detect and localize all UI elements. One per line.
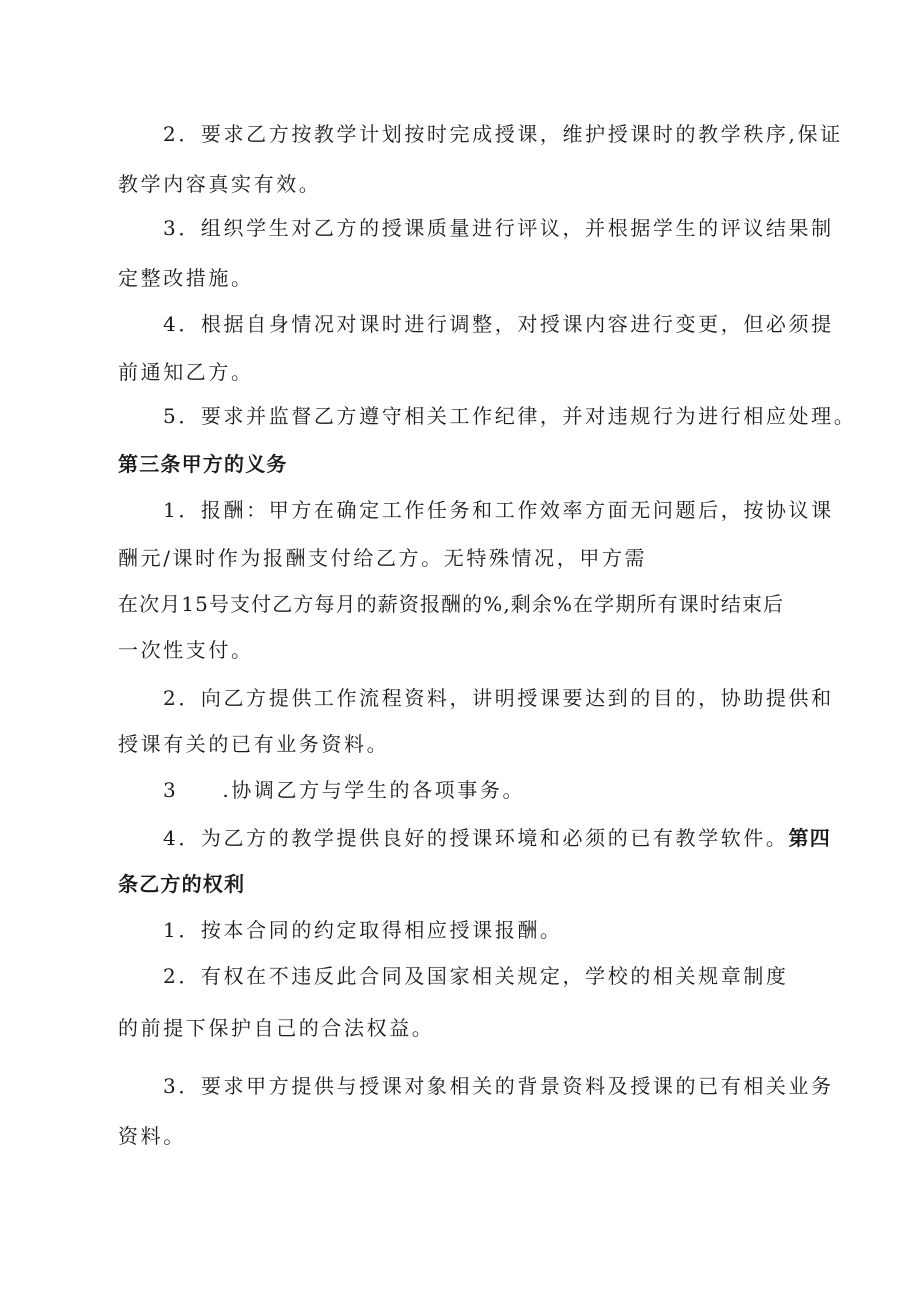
list-text: 4．为乙方的教学提供良好的授课环境和必须的已有教学软件。 (163, 826, 789, 850)
text-line: 定整改措施。 (118, 266, 254, 290)
text-line: 一次性支付。 (118, 638, 254, 662)
text-line (163, 824, 831, 852)
text-line: 教学内容真实有效。 (118, 172, 322, 196)
section-heading-part: 第四 (788, 826, 831, 850)
text-line: 4．根据自身情况对课时进行调整，对授课内容进行变更，但必须提 (163, 312, 834, 336)
list-number: 3 (163, 778, 179, 802)
section-heading: 条乙方的权利 (118, 872, 246, 896)
text-line: 授课有关的已有业务资料。 (118, 732, 390, 756)
text-line: 1．报酬：甲方在确定工作任务和工作效率方面无问题后，按协议课 (163, 498, 834, 522)
text-line: 2．要求乙方按教学计划按时完成授课，维护授课时的教学秩序,保证 (163, 122, 843, 146)
text-line: 的前提下保护自己的合法权益。 (118, 1016, 435, 1040)
text-line: 2．有权在不违反此合同及国家相关规定，学校的相关规章制度 (163, 964, 789, 988)
list-text: .协调乙方与学生的各项事务。 (222, 778, 526, 802)
text-line: 3．要求甲方提供与授课对象相关的背景资料及授课的已有相关业务 (163, 1074, 834, 1098)
text-line: 1．按本合同的约定取得相应授课报酬。 (163, 918, 563, 942)
section-heading: 第三条甲方的义务 (118, 452, 288, 476)
text-line: 酬元/课时作为报酬支付给乙方。无特殊情况，甲方需 (118, 546, 648, 570)
text-line: 资料。 (118, 1124, 186, 1148)
text-line: 5．要求并监督乙方遵守相关工作纪律，并对违规行为进行相应处理。 (163, 404, 857, 428)
text-line: 在次月15号支付乙方每月的薪资报酬的%,剩余%在学期所有课时结束后 (118, 592, 785, 616)
text-line: 3．组织学生对乙方的授课质量进行评议，并根据学生的评议结果制 (163, 216, 834, 240)
text-line (163, 776, 525, 804)
text-line: 2．向乙方提供工作流程资料，讲明授课要达到的目的，协助提供和 (163, 686, 834, 710)
text-line: 前通知乙方。 (118, 360, 254, 384)
